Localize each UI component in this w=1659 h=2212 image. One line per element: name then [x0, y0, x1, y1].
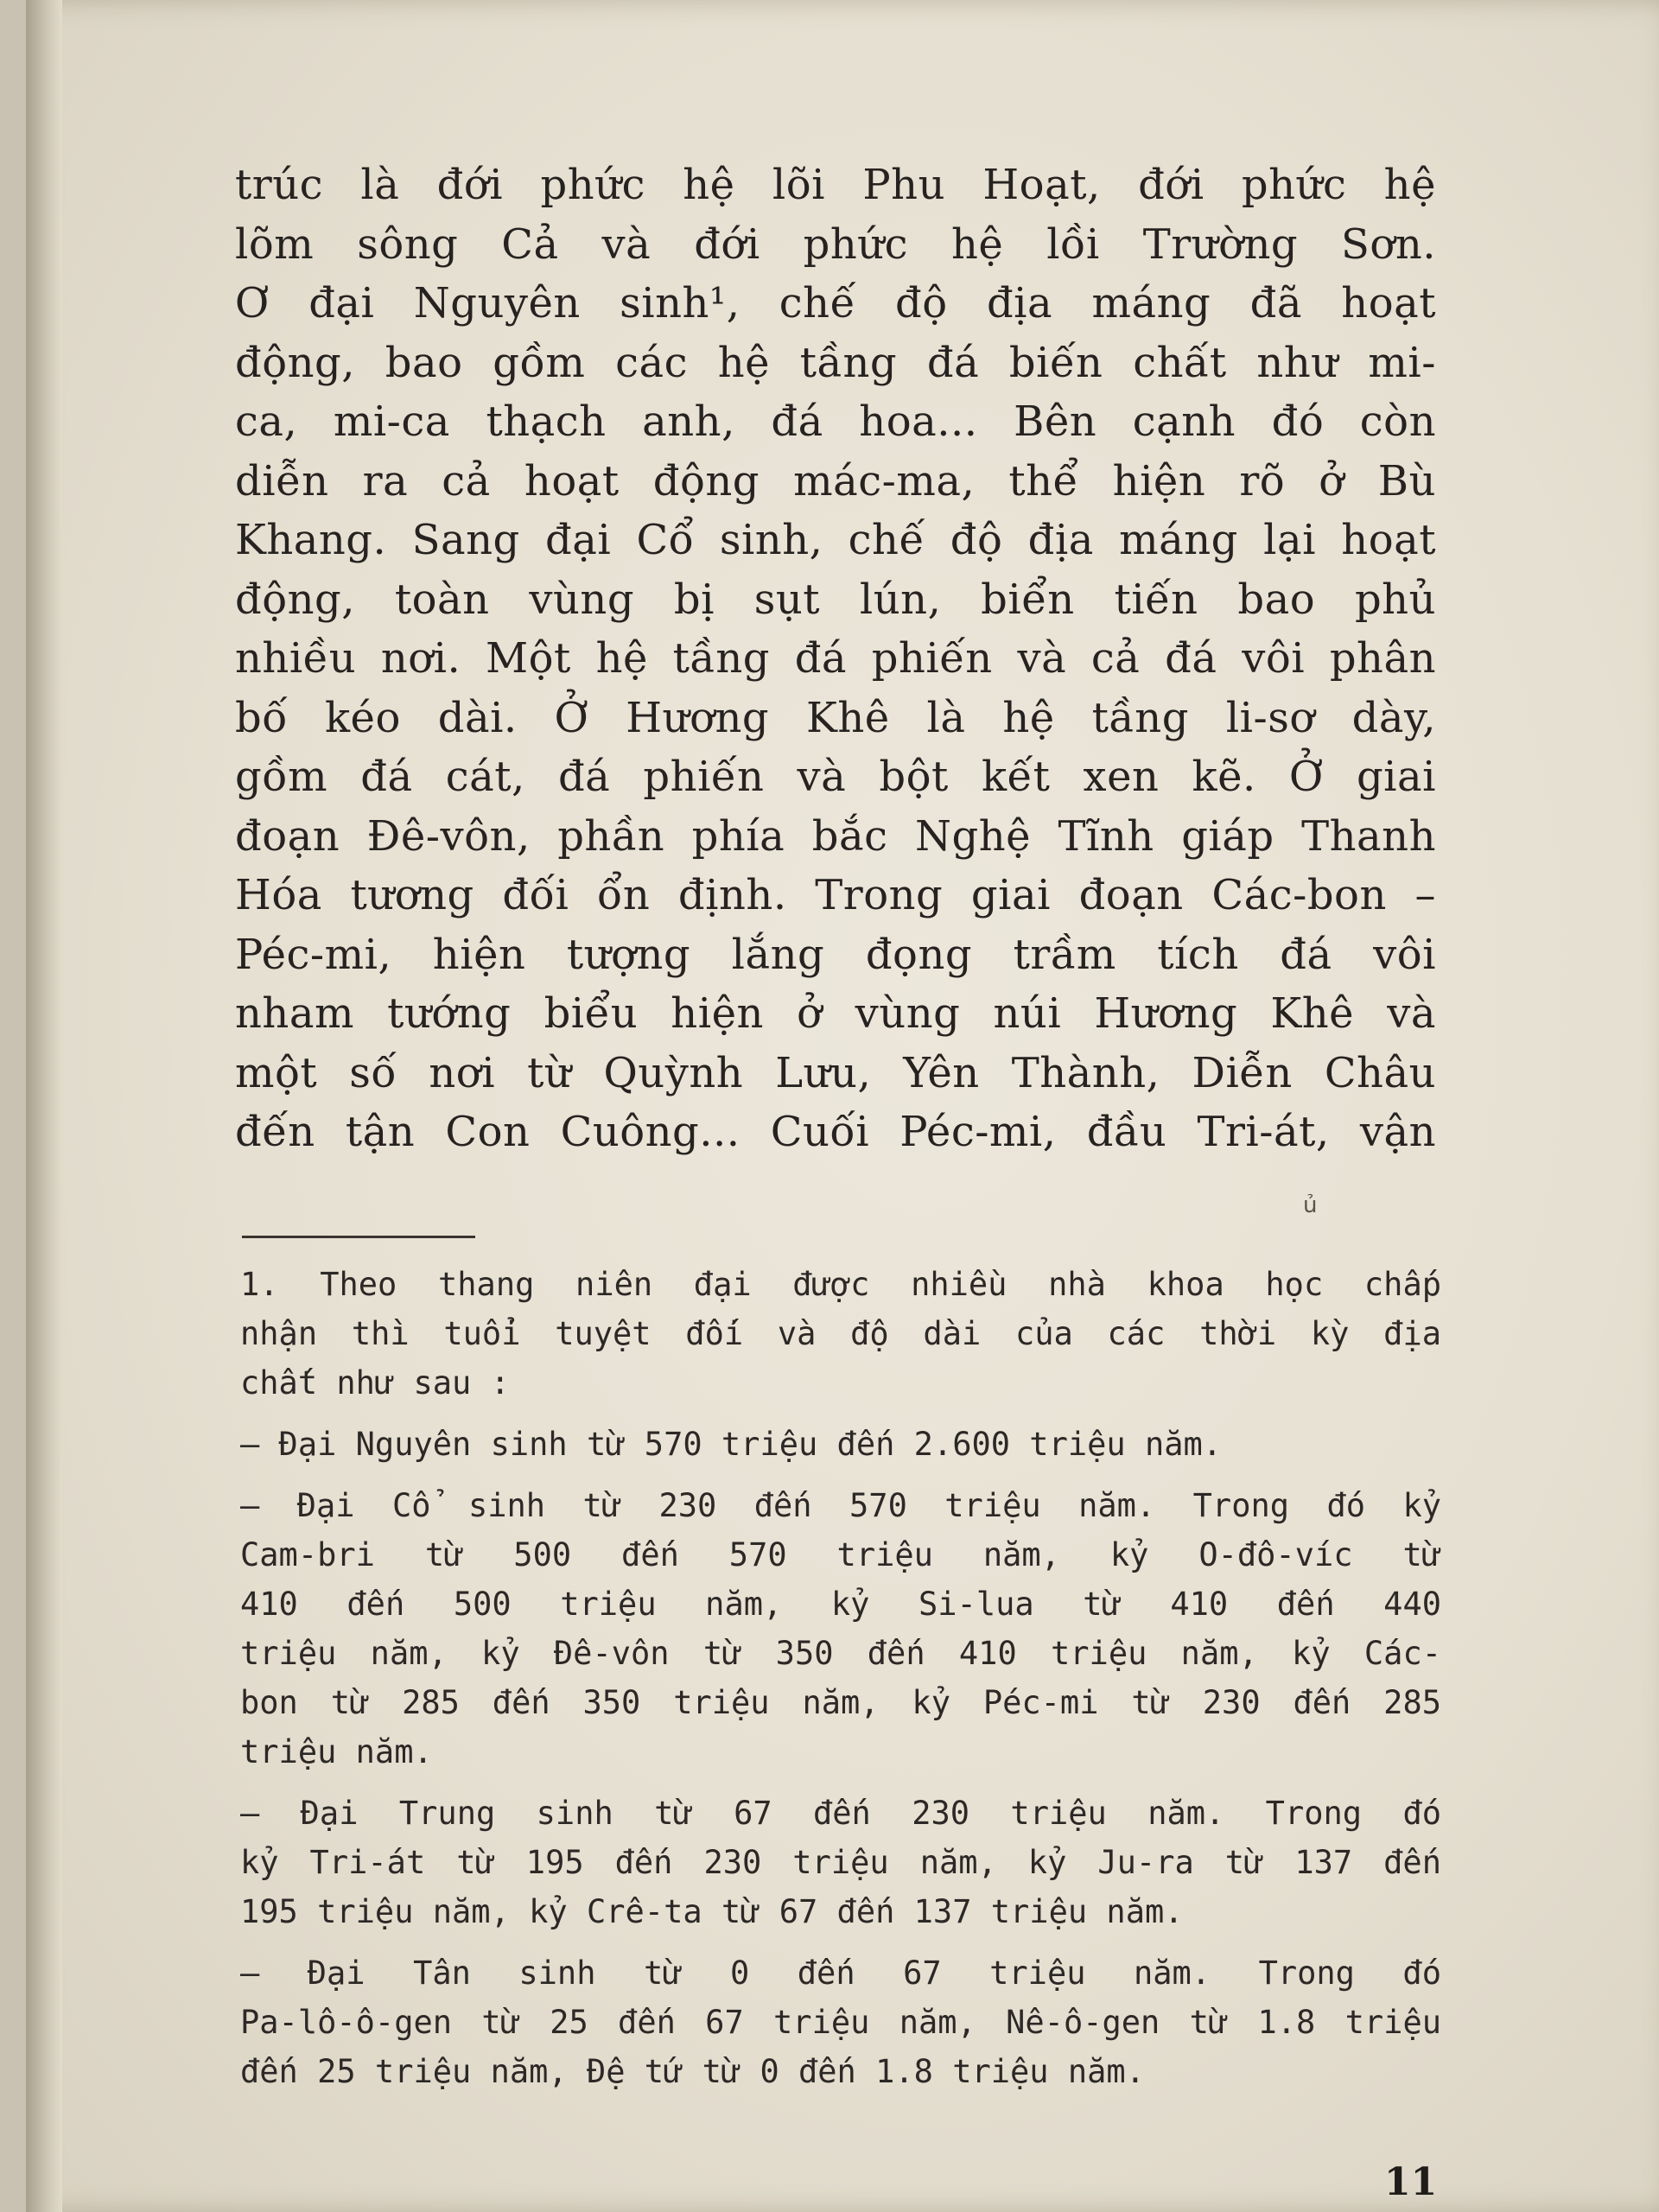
body-line: một số nơi từ Quỳnh Lưu, Yên Thành, Diễn Châu [235, 1048, 1436, 1097]
footnote-line: Cam-bri từ 500 đến 570 triệu năm, kỷ O-đô-víc từ [240, 1536, 1441, 1573]
footnote-item-paleozoic [240, 1481, 1441, 1777]
footnote-item-proterozoic [240, 1420, 1441, 1469]
body-line: ca, mi-ca thạch anh, đá hoa... Bên cạnh đó còn [235, 397, 1436, 446]
footnote-line: Pa-lô-ô-gen từ 25 đến 67 triệu năm, Nê-ô-gen từ 1.8 triệu [240, 2004, 1441, 2041]
footnote-line: 410 đến 500 triệu năm, kỷ Si-lua từ 410 đến 440 [240, 1586, 1441, 1623]
footnote-line: — Đại Tân sinh từ 0 đến 67 triệu năm. Trong đó [240, 1955, 1441, 1992]
footnote-line: — Đại Nguyên sinh từ 570 triệu đến 2.600 triệu năm. [240, 1426, 1223, 1463]
body-line: nham tướng biểu hiện ở vùng núi Hương Khê và [235, 989, 1436, 1038]
footnote-line: chất như sau : [240, 1364, 510, 1402]
footnote-line: triệu năm, kỷ Đê-vôn từ 350 đến 410 triệu năm, kỷ Các- [240, 1635, 1441, 1672]
body-line: Hóa tương đối ổn định. Trong giai đoạn Các-bon – [235, 871, 1436, 919]
body-line: đến tận Con Cuông... Cuối Péc-mi, đầu Tri-át, vận [235, 1108, 1436, 1156]
body-line: động, toàn vùng bị sụt lún, biển tiến bao phủ [235, 575, 1436, 624]
footnote-separator [242, 1236, 475, 1238]
margin-mark: ủ [1303, 1192, 1318, 1218]
body-line: diễn ra cả hoạt động mác-ma, thể hiện rõ ở Bù [235, 456, 1436, 505]
body-line: Ơ đại Nguyên sinh¹, chế độ địa máng đã hoạt [235, 279, 1436, 327]
body-text [235, 156, 1436, 1162]
footnote-line: 1. Theo thang niên đại được nhiều nhà khoa học chấp [240, 1266, 1441, 1303]
footnote-intro [240, 1260, 1441, 1408]
book-spine-shadow [26, 0, 62, 2212]
body-line: lõm sông Cả và đới phức hệ lồi Trường Sơn. [235, 219, 1436, 269]
body-line: nhiều nơi. Một hệ tầng đá phiến và cả đá vôi phân [235, 634, 1436, 683]
footnote-line: kỷ Tri-át từ 195 đến 230 triệu năm, kỷ Ju-ra từ 137 đến [240, 1844, 1441, 1881]
body-line: Péc-mi, hiện tượng lắng đọng trầm tích đá vôi [235, 930, 1436, 979]
footnote-line: — Đại Trung sinh từ 67 đến 230 triệu năm. Trong đó [240, 1795, 1441, 1832]
footnote-item-cenozoic [240, 1948, 1441, 2096]
body-line: trúc là đới phức hệ lõi Phu Hoạt, đới phức hệ [235, 161, 1436, 209]
footnote-line: đến 25 triệu năm, Đệ tứ từ 0 đến 1.8 triệu năm. [240, 2053, 1145, 2090]
footnote-line: bon từ 285 đến 350 triệu năm, kỷ Péc-mi từ 230 đến 285 [240, 1684, 1441, 1721]
footnote-item-mesozoic [240, 1789, 1441, 1936]
body-line: bố kéo dài. Ở Hương Khê là hệ tầng li-sơ dày, [235, 693, 1436, 742]
body-line: gồm đá cát, đá phiến và bột kết xen kẽ. Ở giai [235, 753, 1436, 801]
body-line: động, bao gồm các hệ tầng đá biến chất như mi- [235, 338, 1436, 387]
page-number: 11 [1384, 2160, 1438, 2204]
footnote-line: 195 triệu năm, kỷ Crê-ta từ 67 đến 137 triệu năm. [240, 1893, 1184, 1930]
body-line: Khang. Sang đại Cổ sinh, chế độ địa máng lại hoạt [235, 516, 1436, 564]
footnote-line: triệu năm. [240, 1733, 433, 1770]
footnote-line: — Đại Cổ sinh từ 230 đến 570 triệu năm. Trong đó kỷ [240, 1487, 1441, 1524]
footnote-line: nhận thì tuổi tuyệt đối và độ dài của các thời kỳ địa [240, 1315, 1441, 1352]
body-line: đoạn Đê-vôn, phần phía bắc Nghệ Tĩnh giáp Thanh [235, 811, 1436, 861]
footnote [240, 1260, 1441, 2108]
